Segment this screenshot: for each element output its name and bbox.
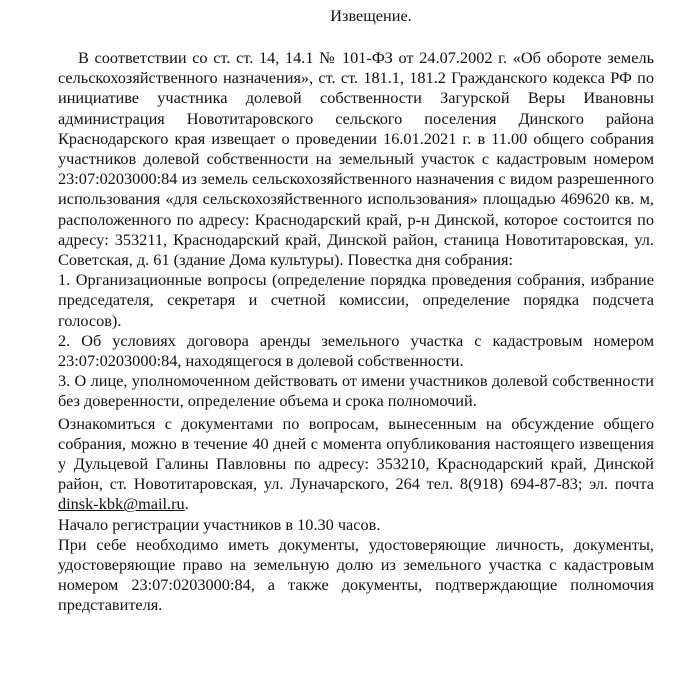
contact-text: Ознакомиться с документами по вопросам, вынесенным на обсуждение общего собрания, можно в течение 40 дней с момента опубликования настоящего извещения у Дульцевой Галины Павловны по адресу: 353210, Краснодарский край, Динской район, ст. Новотитаровская, ул. Луначарского, 264 тел. 8(918) 694-87-83; эл. почта [58,413,654,494]
contact-paragraph [58,414,654,515]
contact-end: . [184,494,189,514]
agenda-item-1: 1. Организационные вопросы (определение порядка проведения собрания, избрание председателя, секретаря и счетной комиссии, определение порядка подсчета голосов). [58,270,654,330]
requirements-paragraph: При себе необходимо иметь документы, удостоверяющие личность, документы, удостоверяющие право на земельную долю из земельного участка с кадастровым номером 23:07:0203000:84, а также документы, подтверждающие полномочия представителя. [58,534,654,615]
agenda-item-3: 3. О лице, уполномоченном действовать от имени участников долевой собственности без доверенности, определение объема и срока полномочий. [58,371,654,411]
registration-paragraph: Начало регистрации участников в 10.30 часов. [58,514,381,534]
intro-paragraph: В соответствии со ст. ст. 14, 14.1 № 101-ФЗ от 24.07.2002 г. «Об обороте земель сельскохозяйственного назначения», ст. ст. 181.1, 181.2 Гражданского кодекса РФ по инициативе участника долевой собственности Загурской Веры Ивановны администрация Новотитаровского сельского поселения Динского района Краснодарского края извещает о проведении 16.01.2021 г. в 11.00 общего собрания участников долевой собственности на земельный участок с кадастровым номером 23:07:0203000:84 из земель сельскохозяйственного назначения с видом разрешенного использования «для сельскохозяйственного использования» площадью 469620 кв. м, расположенного по адресу: Краснодарский край, р-н Динской, которое состоится по адресу: 353211, Краснодарский край, Динской район, станица Новотитаровская, ул. Советская, д. 61 (здание Дома культуры). Повестка дня собрания: [58,48,654,270]
notice-title: Извещение. [330,6,412,25]
agenda-item-2: 2. Об условиях договора аренды земельного участка с кадастровым номером 23:07:0203000:84, находящегося в долевой собственности. [58,330,654,371]
email-link[interactable]: dinsk-kbk@mail.ru [58,494,185,514]
